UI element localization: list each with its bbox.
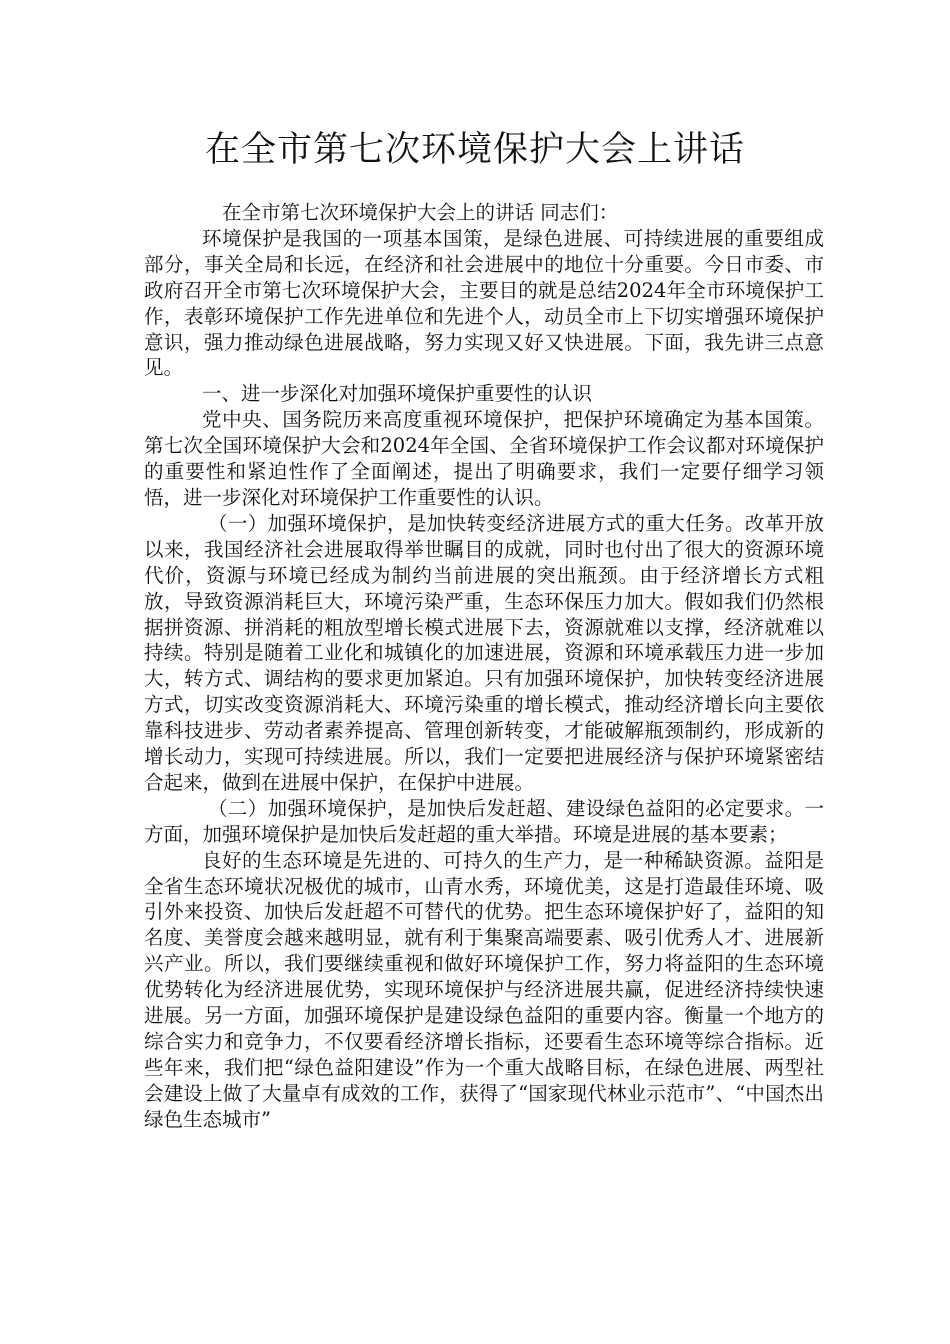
- paragraph: （二）加强环境保护，是加快后发赶超、建设绿色益阳的必定要求。一方面，加强环境保护是加快后发赶超的重大举措。环境是进展的基本要素；: [144, 796, 824, 846]
- paragraph: 党中央、国务院历来高度重视环境保护，把保护环境确定为基本国策。第七次全国环境保护大会和2024年全国、全省环境保护工作会议都对环境保护的重要性和紧迫性作了全面阐述，提出了明确要求，我们一定要仔细学习领悟，进一步深化对环境保护工作重要性的认识。: [144, 408, 824, 509]
- paragraph: （一）加强环境保护，是加快转变经济进展方式的重大任务。改革开放以来，我国经济社会进展取得举世瞩目的成就，同时也付出了很大的资源环境代价，资源与环境已经成为制约当前进展的突出瓶颈。由于经济增长方式粗放，导致资源消耗巨大，环境污染严重，生态环保压力加大。假如我们仍然根据拼资源、拼消耗的粗放型增长模式进展下去，资源就难以支撑，经济就难以持续。特别是随着工业化和城镇化的加速进展，资源和环境承载压力进一步加大，转方式、调结构的要求更加紧迫。只有加强环境保护，加快转变经济进展方式，切实改变资源消耗大、环境污染重的增长模式，推动经济增长向主要依靠科技进步、劳动者素养提高、管理创新转变，才能破解瓶颈制约，形成新的增长动力，实现可持续进展。所以，我们一定要把进展经济与保护环境紧密结合起来，做到在进展中保护，在保护中进展。: [144, 511, 824, 794]
- section-heading: 一、进一步深化对加强环境保护重要性的认识: [202, 382, 593, 406]
- document-body: [144, 200, 824, 1133]
- paragraph: 环境保护是我国的一项基本国策，是绿色进展、可持续进展的重要组成部分，事关全局和长远，在经济和社会进展中的地位十分重要。今日市委、市政府召开全市第七次环境保护大会，主要目的就是总结2024年全市环境保护工作，表彰环境保护工作先进单位和先进个人，动员全市上下切实增强环境保护意识，强力推动绿色进展战略，努力实现又好又快进展。下面，我先讲三点意见。: [144, 226, 824, 380]
- opening-line: 在全市第七次环境保护大会上的讲话 同志们：: [222, 201, 619, 224]
- document-title: 在全市第七次环境保护大会上讲话: [204, 130, 745, 170]
- paragraph: 良好的生态环境是先进的、可持久的生产力，是一种稀缺资源。益阳是全省生态环境状况极优的城市，山青水秀，环境优美，这是打造最佳环境、吸引外来投资、加快后发赶超不可替代的优势。把生态环境保护好了，益阳的知名度、美誉度会越来越明显，就有利于集聚高端要素、吸引优秀人才、进展新兴产业。所以，我们要继续重视和做好环境保护工作，努力将益阳的生态环境优势转化为经济进展优势，实现环境保护与经济进展共赢，促进经济持续快速进展。另一方面，加强环境保护是建设绿色益阳的重要内容。衡量一个地方的综合实力和竞争力，不仅要看经济增长指标，还要看生态环境等综合指标。近些年来，我们把“绿色益阳建设”作为一个重大战略目标，在绿色进展、两型社会建设上做了大量卓有成效的工作，获得了“国家现代林业示范市”、“中国杰出绿色生态城市”: [144, 848, 824, 1131]
